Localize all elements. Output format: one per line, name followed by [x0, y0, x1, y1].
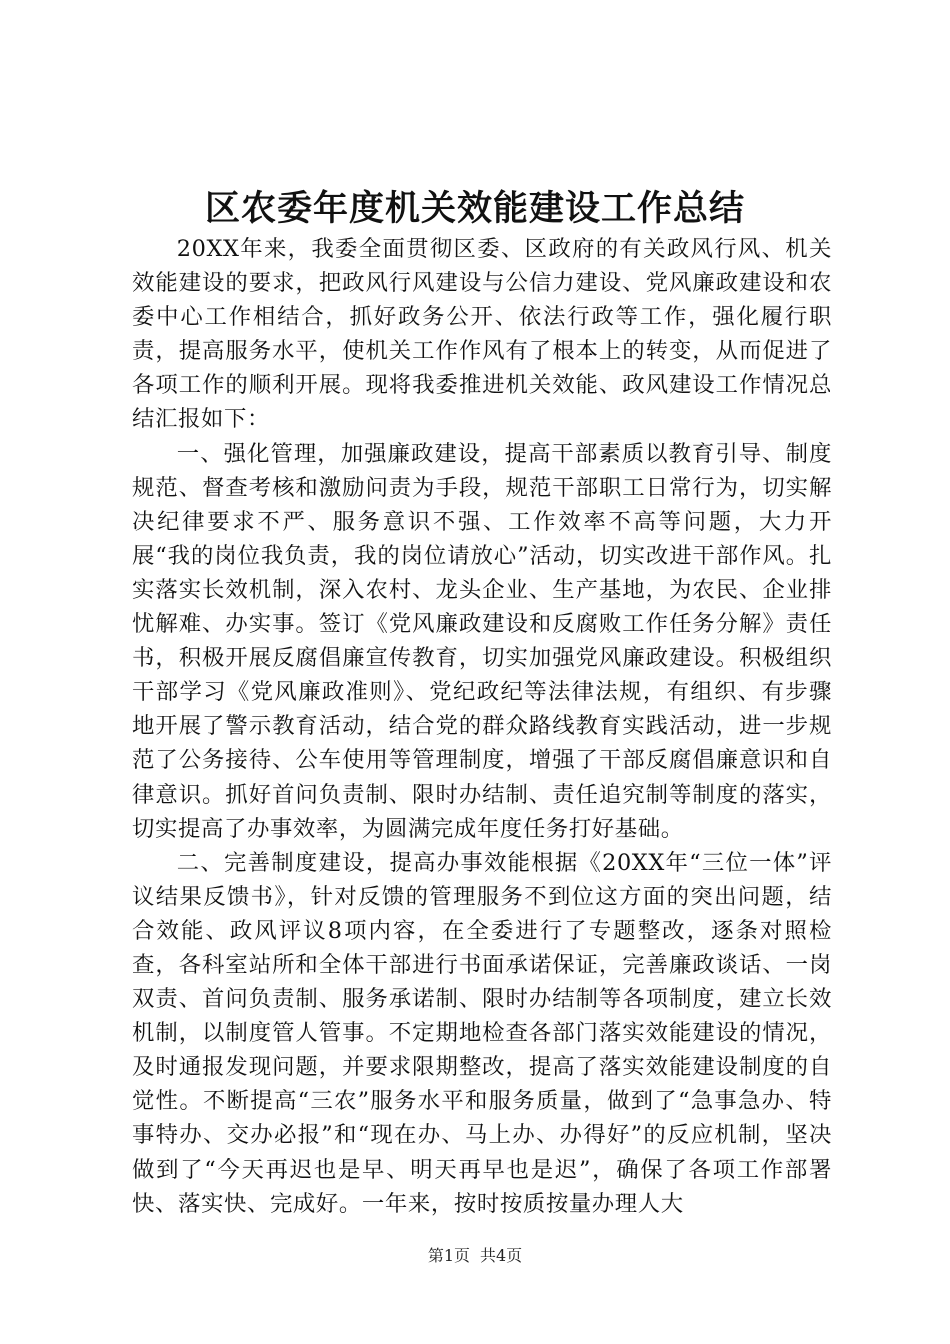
page-number: 第1页 [427, 1246, 470, 1265]
document-title: 区农委年度机关效能建设工作总结 [204, 188, 745, 229]
paragraph-intro: 20XX年来，我委全面贯彻区委、区政府的有关政风行风、机关效能建设的要求，把政风行风建设与公信力建设、党风廉政建设和农委中心工作相结合，抓好政务公开、依法行政等工作，强化履行职责，提高服务水平，使机关工作作风有了根本上的转变，从而促进了各项工作的顺利开展。现将我委推进机关效能、政风建设工作情况总结汇报如下： [132, 236, 832, 433]
paragraph-section-1: 一、强化管理，加强廉政建设，提高干部素质以教育引导、制度规范、督查考核和激励问责为手段，规范干部职工日常行为，切实解决纪律要求不严、服务意识不强、工作效率不高等问题，大力开展“我的岗位我负责，我的岗位请放心”活动，切实改进干部作风。扎实落实长效机制，深入农村、龙头企业、生产基地，为农民、企业排忧解难、办实事。签订《党风廉政建设和反腐败工作任务分解》责任书，积极开展反腐倡廉宣传教育，切实加强党风廉政建设。积极组织干部学习《党风廉政准则》、党纪政纪等法律法规，有组织、有步骤地开展了警示教育活动，结合党的群众路线教育实践活动，进一步规范了公务接待、公车使用等管理制度，增强了干部反腐倡廉意识和自律意识。抓好首问负责制、限时办结制、责任追究制等制度的落实，切实提高了办事效率，为圆满完成年度任务打好基础。 [132, 440, 832, 842]
document-body [132, 232, 832, 1221]
paragraph-section-2: 二、完善制度建设，提高办事效能根据《20XX年“三位一体”评议结果反馈书》，针对反馈的管理服务不到位这方面的突出问题，结合效能、政风评议8项内容，在全委进行了专题整改，逐条对照检查，各科室站所和全体干部进行书面承诺保证，完善廉政谈话、一岗双责、首问负责制、服务承诺制、限时办结制等各项制度，建立长效机制，以制度管人管事。不定期地检查各部门落实效能建设的情况，及时通报发现问题，并要求限期整改，提高了落实效能建设制度的自觉性。不断提高“三农”服务水平和服务质量，做到了“急事急办、特事特办、交办必报”和“现在办、马上办、办得好”的反应机制，坚决做到了“今天再迟也是早、明天再早也是迟”，确保了各项工作部署快、落实快、完成好。一年来，按时按质按量办理人大 [132, 849, 832, 1217]
page-footer [0, 1245, 950, 1267]
page-total: 共4页 [480, 1246, 523, 1265]
